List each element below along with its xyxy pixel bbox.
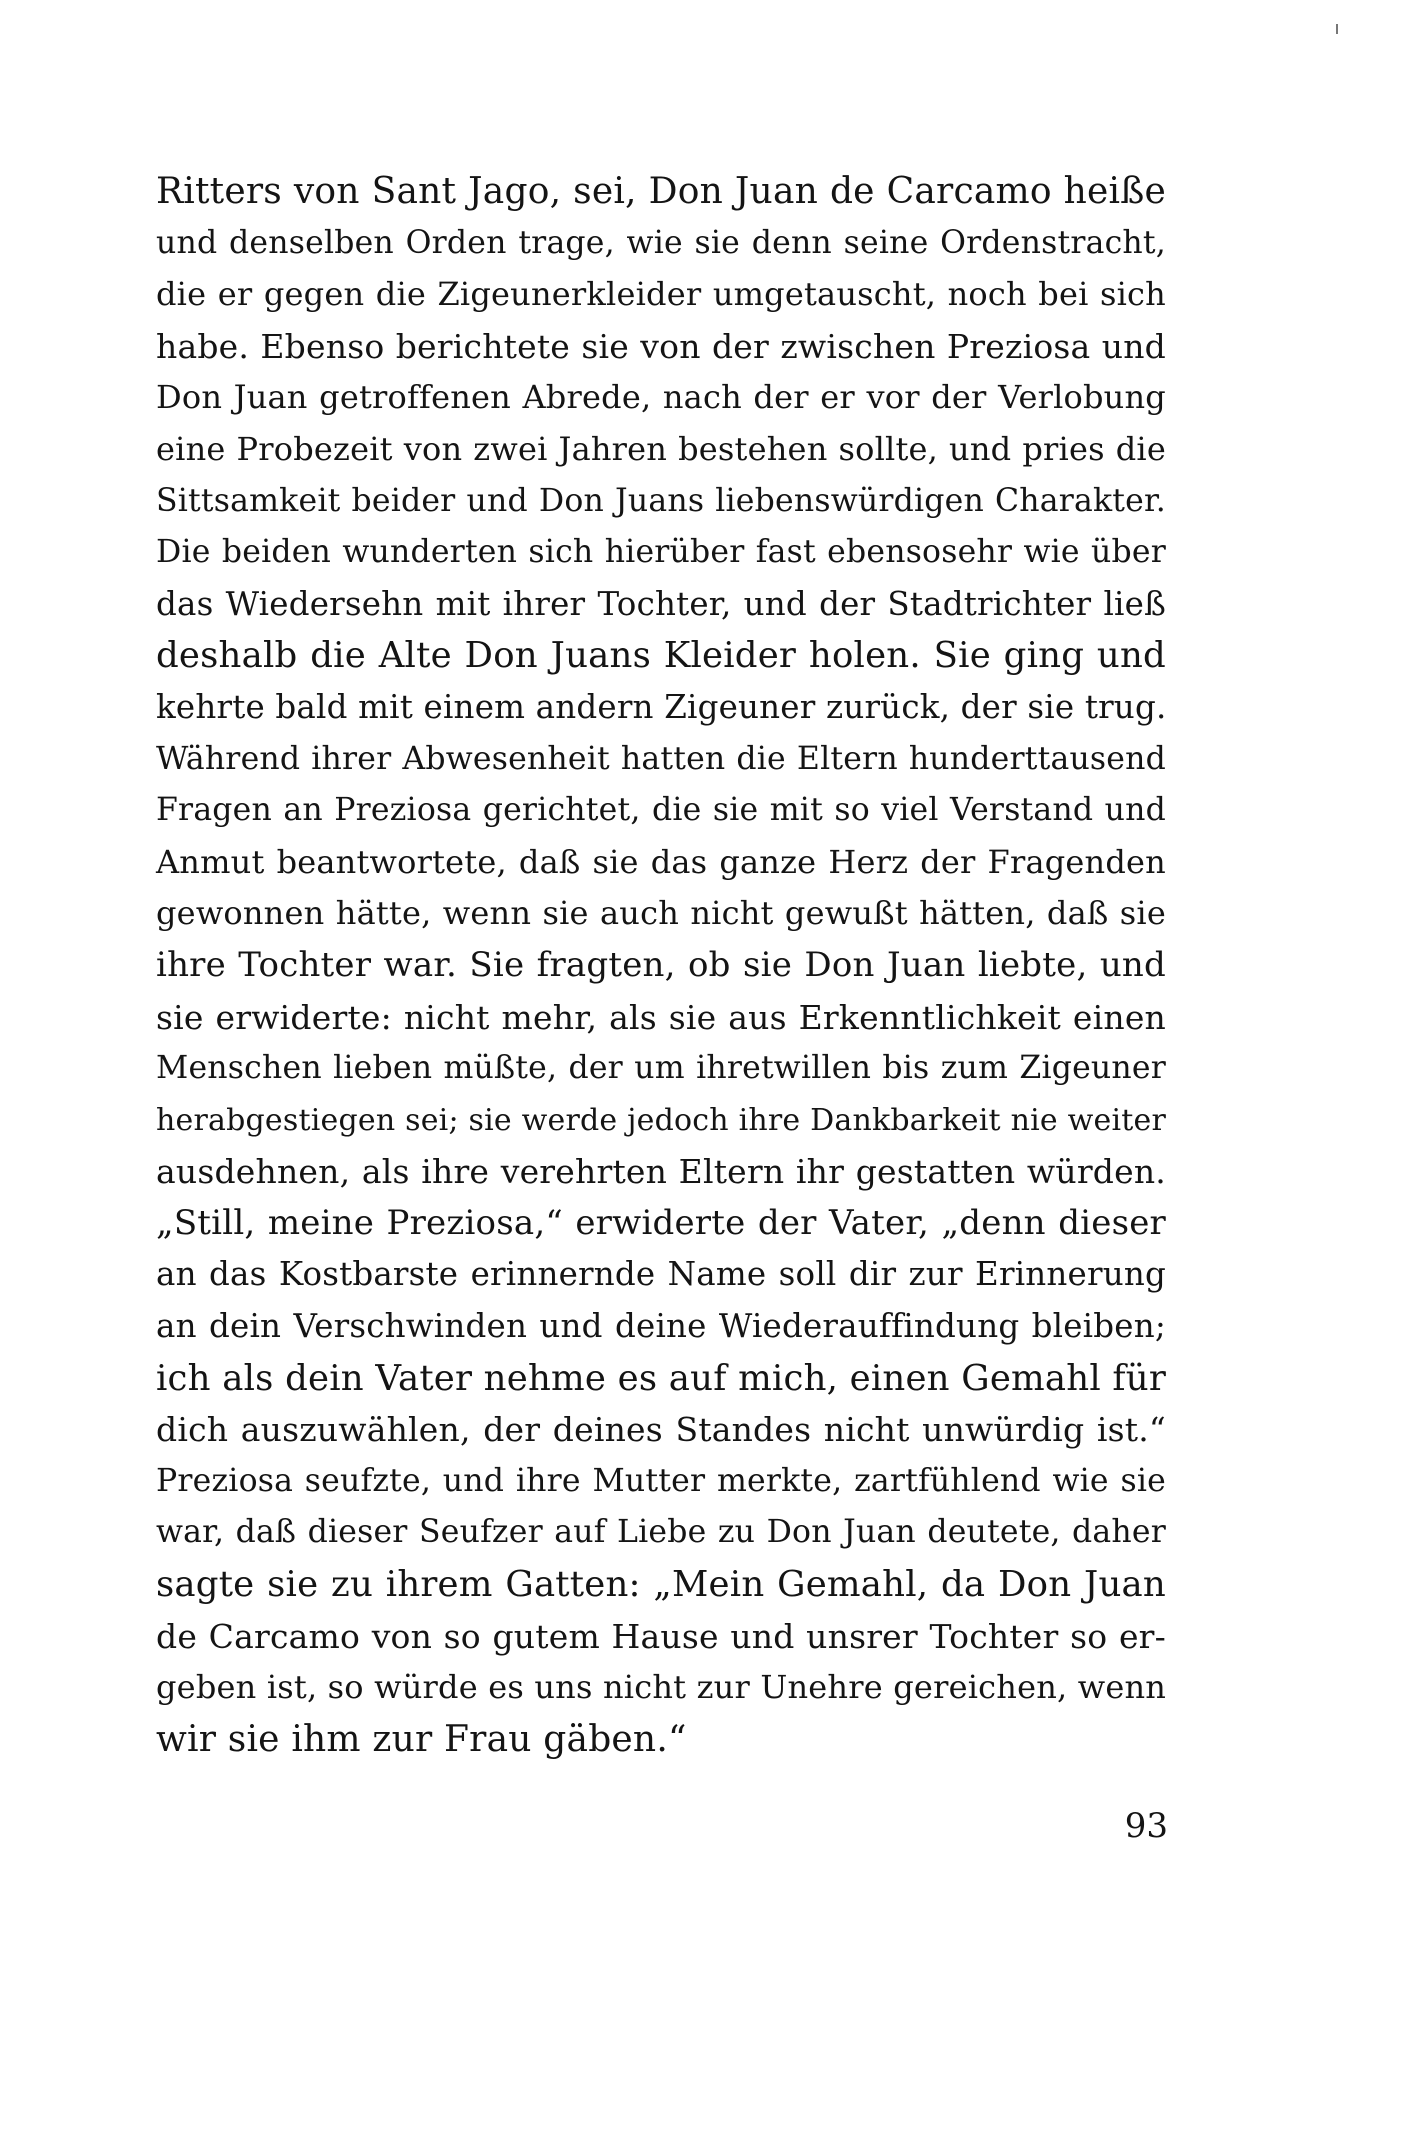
text-line: Preziosa seufzte, und ihre Mutter merkte, zartfühlend wie sie: [156, 1462, 1166, 1499]
text-line: herabgestiegen sei; sie werde jedoch ihre Dankbarkeit nie weiter: [156, 1102, 1166, 1138]
text-line: dich auszuwählen, der deines Standes nicht unwürdig ist.“: [156, 1410, 1166, 1450]
text-line: Während ihrer Abwesenheit hatten die Eltern hunderttausend: [156, 740, 1166, 777]
text-line: an dein Verschwinden und deine Wiederauffindung bleiben;: [156, 1307, 1166, 1346]
body-text: [156, 166, 1166, 1765]
text-line: Ritters von Sant Jago, sei, Don Juan de Carcamo heiße: [156, 171, 1166, 212]
page-number: 93: [1124, 1806, 1168, 1846]
text-line: das Wiedersehn mit ihrer Tochter, und der Stadtrichter ließ: [156, 584, 1166, 623]
text-line: war, daß dieser Seufzer auf Liebe zu Don Juan deutete, daher: [156, 1514, 1166, 1551]
text-line: eine Probezeit von zwei Jahren bestehen sollte, und pries die: [156, 429, 1166, 468]
text-line: habe. Ebenso berichtete sie von der zwischen Preziosa und: [156, 326, 1166, 366]
text-line: sagte sie zu ihrem Gatten: „Mein Gemahl, da Don Juan: [156, 1564, 1166, 1606]
text-line: die er gegen die Zigeunerkleider umgetauscht, noch bei sich: [156, 275, 1166, 314]
text-line: deshalb die Alte Don Juans Kleider holen. Sie ging und: [156, 635, 1166, 677]
text-line: Die beiden wunderten sich hierüber fast ebensosehr wie über: [156, 534, 1166, 571]
text-line: ausdehnen, als ihre verehrten Eltern ihr gestatten würden.: [156, 1152, 1166, 1192]
text-line: geben ist, so würde es uns nicht zur Unehre gereichen, wenn: [156, 1668, 1167, 1707]
text-line: „Still, meine Preziosa,“ erwiderte der Vater, „denn dieser: [156, 1202, 1166, 1243]
text-line: kehrte bald mit einem andern Zigeuner zurück, der sie trug.: [156, 687, 1167, 726]
text-line: Anmut beantwortete, daß sie das ganze Herz der Fragenden: [156, 842, 1166, 881]
text-line: Menschen lieben müßte, der um ihretwillen bis zum Zigeuner: [156, 1050, 1166, 1087]
text-line: an das Kostbarste erinnernde Name soll dir zur Erinnerung: [156, 1255, 1166, 1294]
text-line: ihre Tochter war. Sie fragten, ob sie Don Juan liebte, und: [156, 944, 1166, 985]
text-line: Don Juan getroffenen Abrede, nach der er vor der Verlobung: [156, 378, 1166, 417]
text-line: gewonnen hätte, wenn sie auch nicht gewußt hätten, daß sie: [156, 894, 1166, 933]
scan-speck: [1336, 24, 1338, 34]
text-line: und denselben Orden trage, wie sie denn seine Ordenstracht,: [156, 224, 1166, 261]
text-line: Sittsamkeit beider und Don Juans liebenswürdigen Charakter.: [156, 482, 1166, 519]
text-line: ich als dein Vater nehme es auf mich, einen Gemahl für: [156, 1357, 1166, 1399]
text-line: de Carcamo von so gutem Hause und unsrer Tochter so er-: [156, 1616, 1166, 1656]
text-line: wir sie ihm zur Frau gäben.“: [156, 1718, 687, 1760]
text-line: sie erwiderte: nicht mehr, als sie aus Erkenntlichkeit einen: [156, 997, 1166, 1037]
text-line: Fragen an Preziosa gerichtet, die sie mit so viel Verstand und: [156, 792, 1166, 829]
